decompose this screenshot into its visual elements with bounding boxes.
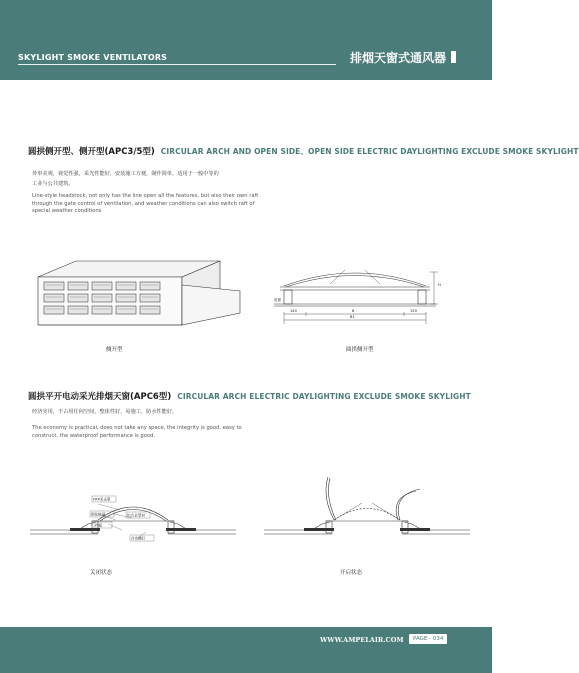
header-title-en: SKYLIGHT SMOKE VENTILATORS <box>18 53 168 62</box>
section2-title-cn: 圆拱平开电动采光排烟天窗(APC6型) <box>28 392 172 402</box>
caption-open-state: 开启状态 <box>340 570 363 576</box>
header-mark <box>451 51 456 63</box>
section2-desc-en: The economy is practical, does not take any space, the integrity is good, easy to construct, the waterproof performance is good. <box>32 425 242 439</box>
label-self-tapping-screw: 自攻螺钉 <box>131 536 146 541</box>
label-frp-cover: FRP采光罩 <box>93 497 111 502</box>
closed-state-drawing <box>28 490 238 550</box>
header-band <box>0 0 492 80</box>
section1-title <box>28 145 579 157</box>
section2-desc-cn: 经济实用，不占用任何空间，整体性好，易施工，防水性能好。 <box>32 409 178 415</box>
caption-arch-side-open: 圆拱侧开型 <box>346 347 374 353</box>
section1-title-cn: 圆拱侧开型、侧开型(APC3/5型) <box>28 147 155 157</box>
caption-closed-state: 关闭状态 <box>90 570 113 576</box>
header-underline <box>18 64 336 65</box>
open-state-drawing <box>262 475 472 550</box>
label-tempered-glass: 钢化玻璃 <box>91 512 106 517</box>
section2-title <box>28 390 471 402</box>
footer-url[interactable]: WWW.AMPELAIR.COM <box>320 636 404 644</box>
dim-roof: 屋面 <box>274 298 282 302</box>
dim-right: 150 <box>410 309 417 313</box>
dim-height: H <box>438 283 441 287</box>
caption-side-open: 侧开型 <box>106 347 123 353</box>
header-title-cn: 排烟天窗式通风器 <box>349 51 446 65</box>
side-open-skylight-drawing <box>36 255 246 335</box>
dim-total: B1 <box>350 315 355 319</box>
label-aluminum-profile: 铝合金型材 <box>127 513 145 518</box>
section2-title-en: CIRCULAR ARCH ELECTRIC DAYLIGHTING EXCLUDE SMOKE SKYLIGHT <box>177 392 471 401</box>
section1-title-en: CIRCULAR ARCH AND OPEN SIDE、OPEN SIDE ELECTRIC DAYLIGHTING EXCLUDE SMOKE SKYLIGHT <box>160 147 579 156</box>
section1-desc-cn-1: 外形美观，视觉性强，采光性能好，安装施工方便，制作简单，适用于一般中等的 <box>32 171 219 177</box>
dim-mid: B <box>352 309 355 313</box>
dim-left: 140 <box>290 309 297 313</box>
footer-page-number: PAGE - 034 <box>409 634 447 644</box>
section1-desc-cn-2: 工业与公共建筑。 <box>32 181 74 187</box>
arch-side-open-drawing <box>270 262 450 332</box>
label-baffle: 挡板 <box>95 523 103 528</box>
section1-desc-en: Line-style headstock, not only has the line open all the features, but also their own raft through the gate control of ventilation, and weather conditions can also switch raft of special weather conditions <box>32 193 259 214</box>
